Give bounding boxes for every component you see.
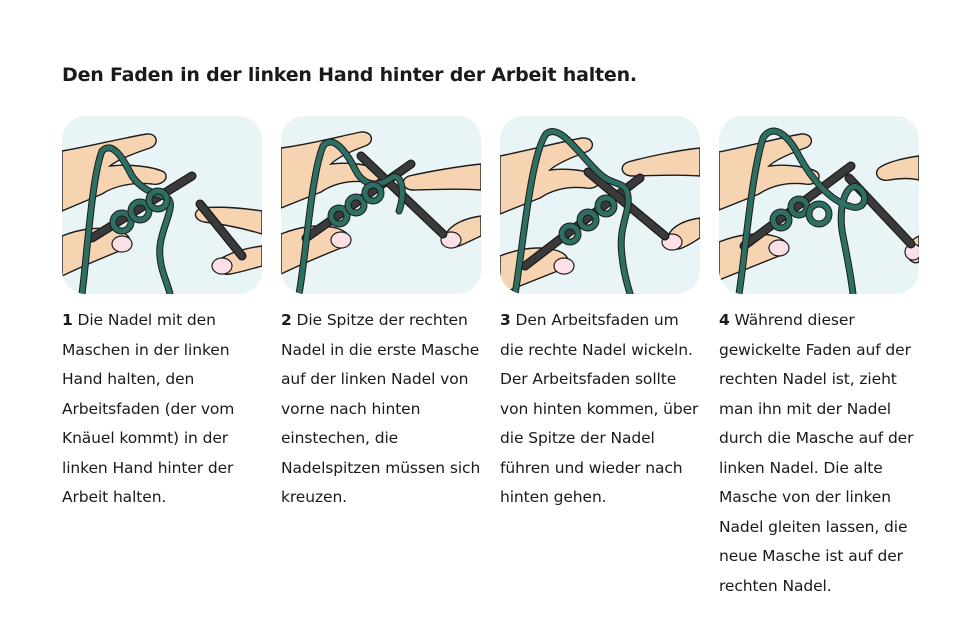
step-3-illustration (500, 116, 700, 294)
step-number: 4 (719, 311, 730, 329)
step-text: Die Spitze der rechten Nadel in die erste Masche auf der linken Nadel von vorne nach hinten einstechen, die Nadelspitzen müssen sich kreuzen. (281, 311, 481, 506)
knitting-step-2-icon (281, 116, 481, 294)
step-3-caption (500, 306, 706, 513)
step-number: 2 (281, 311, 292, 329)
step-2-caption (281, 306, 487, 513)
step-2-illustration (281, 116, 481, 294)
step-1-illustration (62, 116, 262, 294)
step-text: Die Nadel mit den Maschen in der linken Hand halten, den Arbeitsfaden (der vom Knäuel kommt) in der linken Hand hinter der Arbeit halten. (62, 311, 235, 506)
step-text: Während dieser gewickelte Faden auf der rechten Nadel ist, zieht man ihn mit der Nadel durch die Masche auf der linken Nadel. Die alte Masche von der linken Nadel gleiten lassen, die neue Masche ist auf der rechten Nadel. (719, 311, 914, 595)
step-4-illustration (719, 116, 919, 294)
step-number: 1 (62, 311, 73, 329)
step-4-caption (719, 306, 925, 601)
step-number: 3 (500, 311, 511, 329)
knitting-step-1-icon (62, 116, 262, 294)
step-text: Den Arbeitsfaden um die rechte Nadel wickeln. Der Arbeitsfaden sollte von hinten kommen, über die Spitze der Nadel führen und wieder nach hinten gehen. (500, 311, 699, 506)
step-1-caption (62, 306, 268, 513)
knitting-step-4-icon (719, 116, 919, 294)
page-title: Den Faden in der linken Hand hinter der Arbeit halten. (62, 64, 637, 86)
knitting-step-3-icon (500, 116, 700, 294)
